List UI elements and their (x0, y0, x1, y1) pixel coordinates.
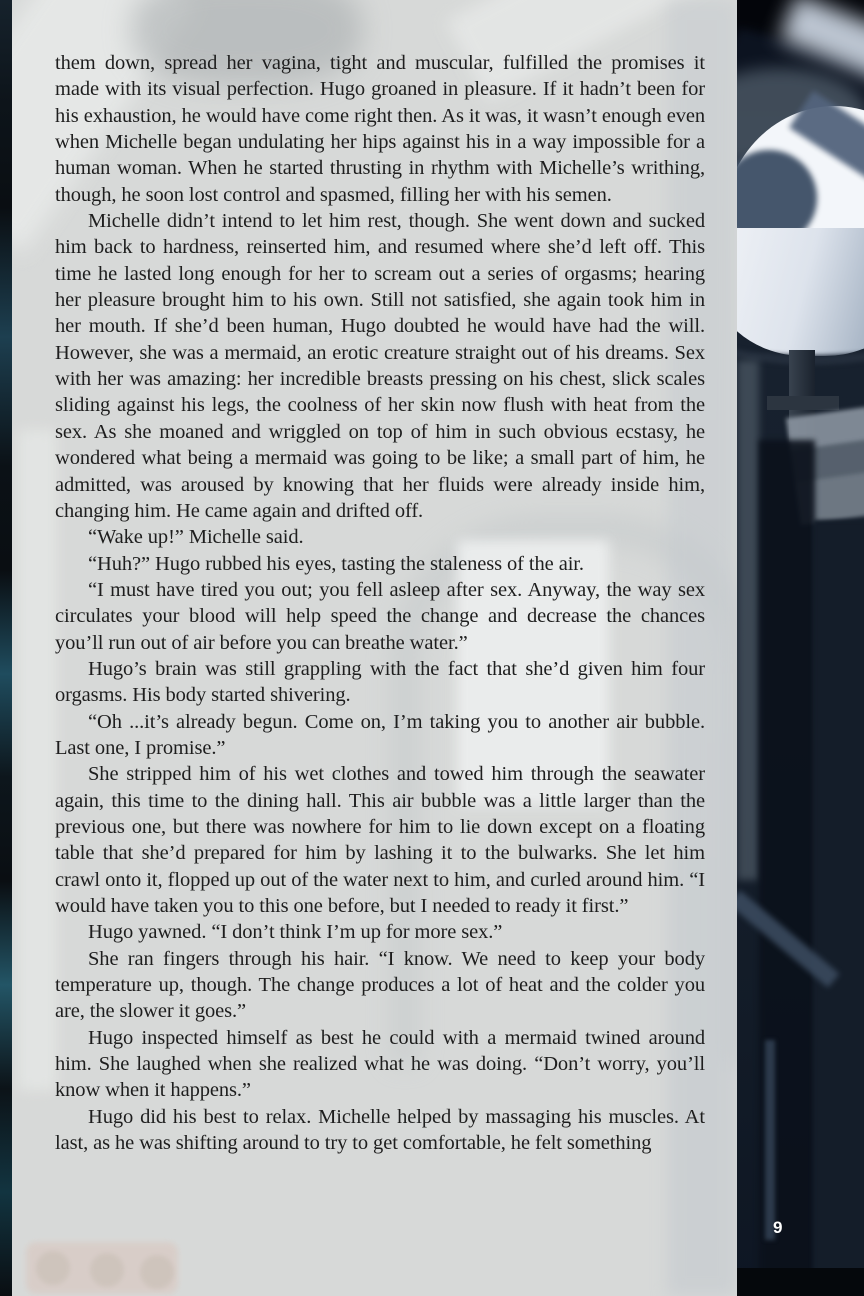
photo-gray-band (737, 360, 759, 880)
paragraph: “Oh ...it’s already begun. Come on, I’m taking you to another air bubble. Last one, I promise.” (55, 710, 705, 759)
body-text (55, 50, 705, 1156)
photo-strip (737, 0, 864, 1296)
paragraph: She stripped him of his wet clothes and towed him through the seawater again, this time to the dining hall. This air bubble was a little larger than the previous one, but there was nowhere for him to lie down except on a floating table that she’d prepared for him by lashing it to the bulwarks. She let him crawl onto it, flopped up out of the water next to him, and curled around him. “I would have taken you to this one before, but I needed to ready it first.” (55, 763, 705, 917)
photo-bottom-band (737, 1268, 864, 1296)
page-spine-edge (0, 0, 12, 1296)
paragraph: Hugo inspected himself as best he could with a mermaid twined around him. She laughed when she realized what he was doing. “Don’t worry, you’ll know when it happens.” (55, 1026, 705, 1102)
paragraph: “I must have tired you out; you fell asleep after sex. Anyway, the way sex circulates your blood will help speed the change and decrease the chances you’ll run out of air before you can breathe water.” (55, 578, 705, 654)
paragraph: “Wake up!” Michelle said. (88, 526, 304, 549)
page-number: 9 (773, 1218, 783, 1237)
paragraph: Michelle didn’t intend to let him rest, though. She went down and sucked him back to hardness, reinserted him, and resumed where she’d left off. This time he lasted long enough for her to scream out a series of orgasms; hearing her pleasure brought him to his own. Still not satisfied, she again took him in her mouth. If she’d been human, Hugo doubted he would have had the will. However, she was a mermaid, an erotic creature straight out of his dreams. Sex with her was amazing: her incredible breasts pressing on his chest, slick scales sliding against his legs, the coolness of her skin now flush with heat from the sex. As she moaned and wriggled on top of him in such obvious ecstasy, he wondered what being a mermaid was going to be like; a small part of him, he admitted, was aroused by knowing that her fluids were already inside him, changing him. He came again and drifted off. (55, 210, 705, 522)
photo-lamp-stand-bar (767, 396, 839, 410)
ghost-dial-icon (90, 1253, 124, 1287)
ghost-pipe-left (18, 430, 56, 1090)
paragraph: Hugo yawned. “I don’t think I’m up for more sex.” (88, 921, 503, 944)
paragraph: Hugo did his best to relax. Michelle helped by massaging his muscles. At last, as he was shifting around to try to get comfortable, he felt something (55, 1105, 705, 1155)
paragraph: Hugo’s brain was still grappling with the fact that she’d given him four orgasms. His body started shivering. (55, 657, 705, 707)
paragraph: She ran fingers through his hair. “I know. We need to keep your body temperature up, though. The change produces a lot of heat and the colder you are, the slower it goes.” (55, 947, 705, 1023)
ghost-dial-icon (36, 1251, 70, 1285)
photo-dark-column-2 (813, 520, 864, 1296)
photo-vertical-pipe (765, 1040, 775, 1240)
ghost-dial-icon (140, 1255, 174, 1289)
paragraph: “Huh?” Hugo rubbed his eyes, tasting the staleness of the air. (88, 552, 584, 575)
paragraph: them down, spread her vagina, tight and muscular, fulfilled the promises it made with its visual perfection. Hugo groaned in pleasure. If it hadn’t been for his exhaustion, he would have come right then. As it was, it wasn’t enough even when Michelle began undulating her hips against his in a way impossible for a human woman. When he started thrusting in rhythm with Michelle’s writhing, though, he soon lost control and spasmed, filling her with his semen. (55, 52, 705, 206)
